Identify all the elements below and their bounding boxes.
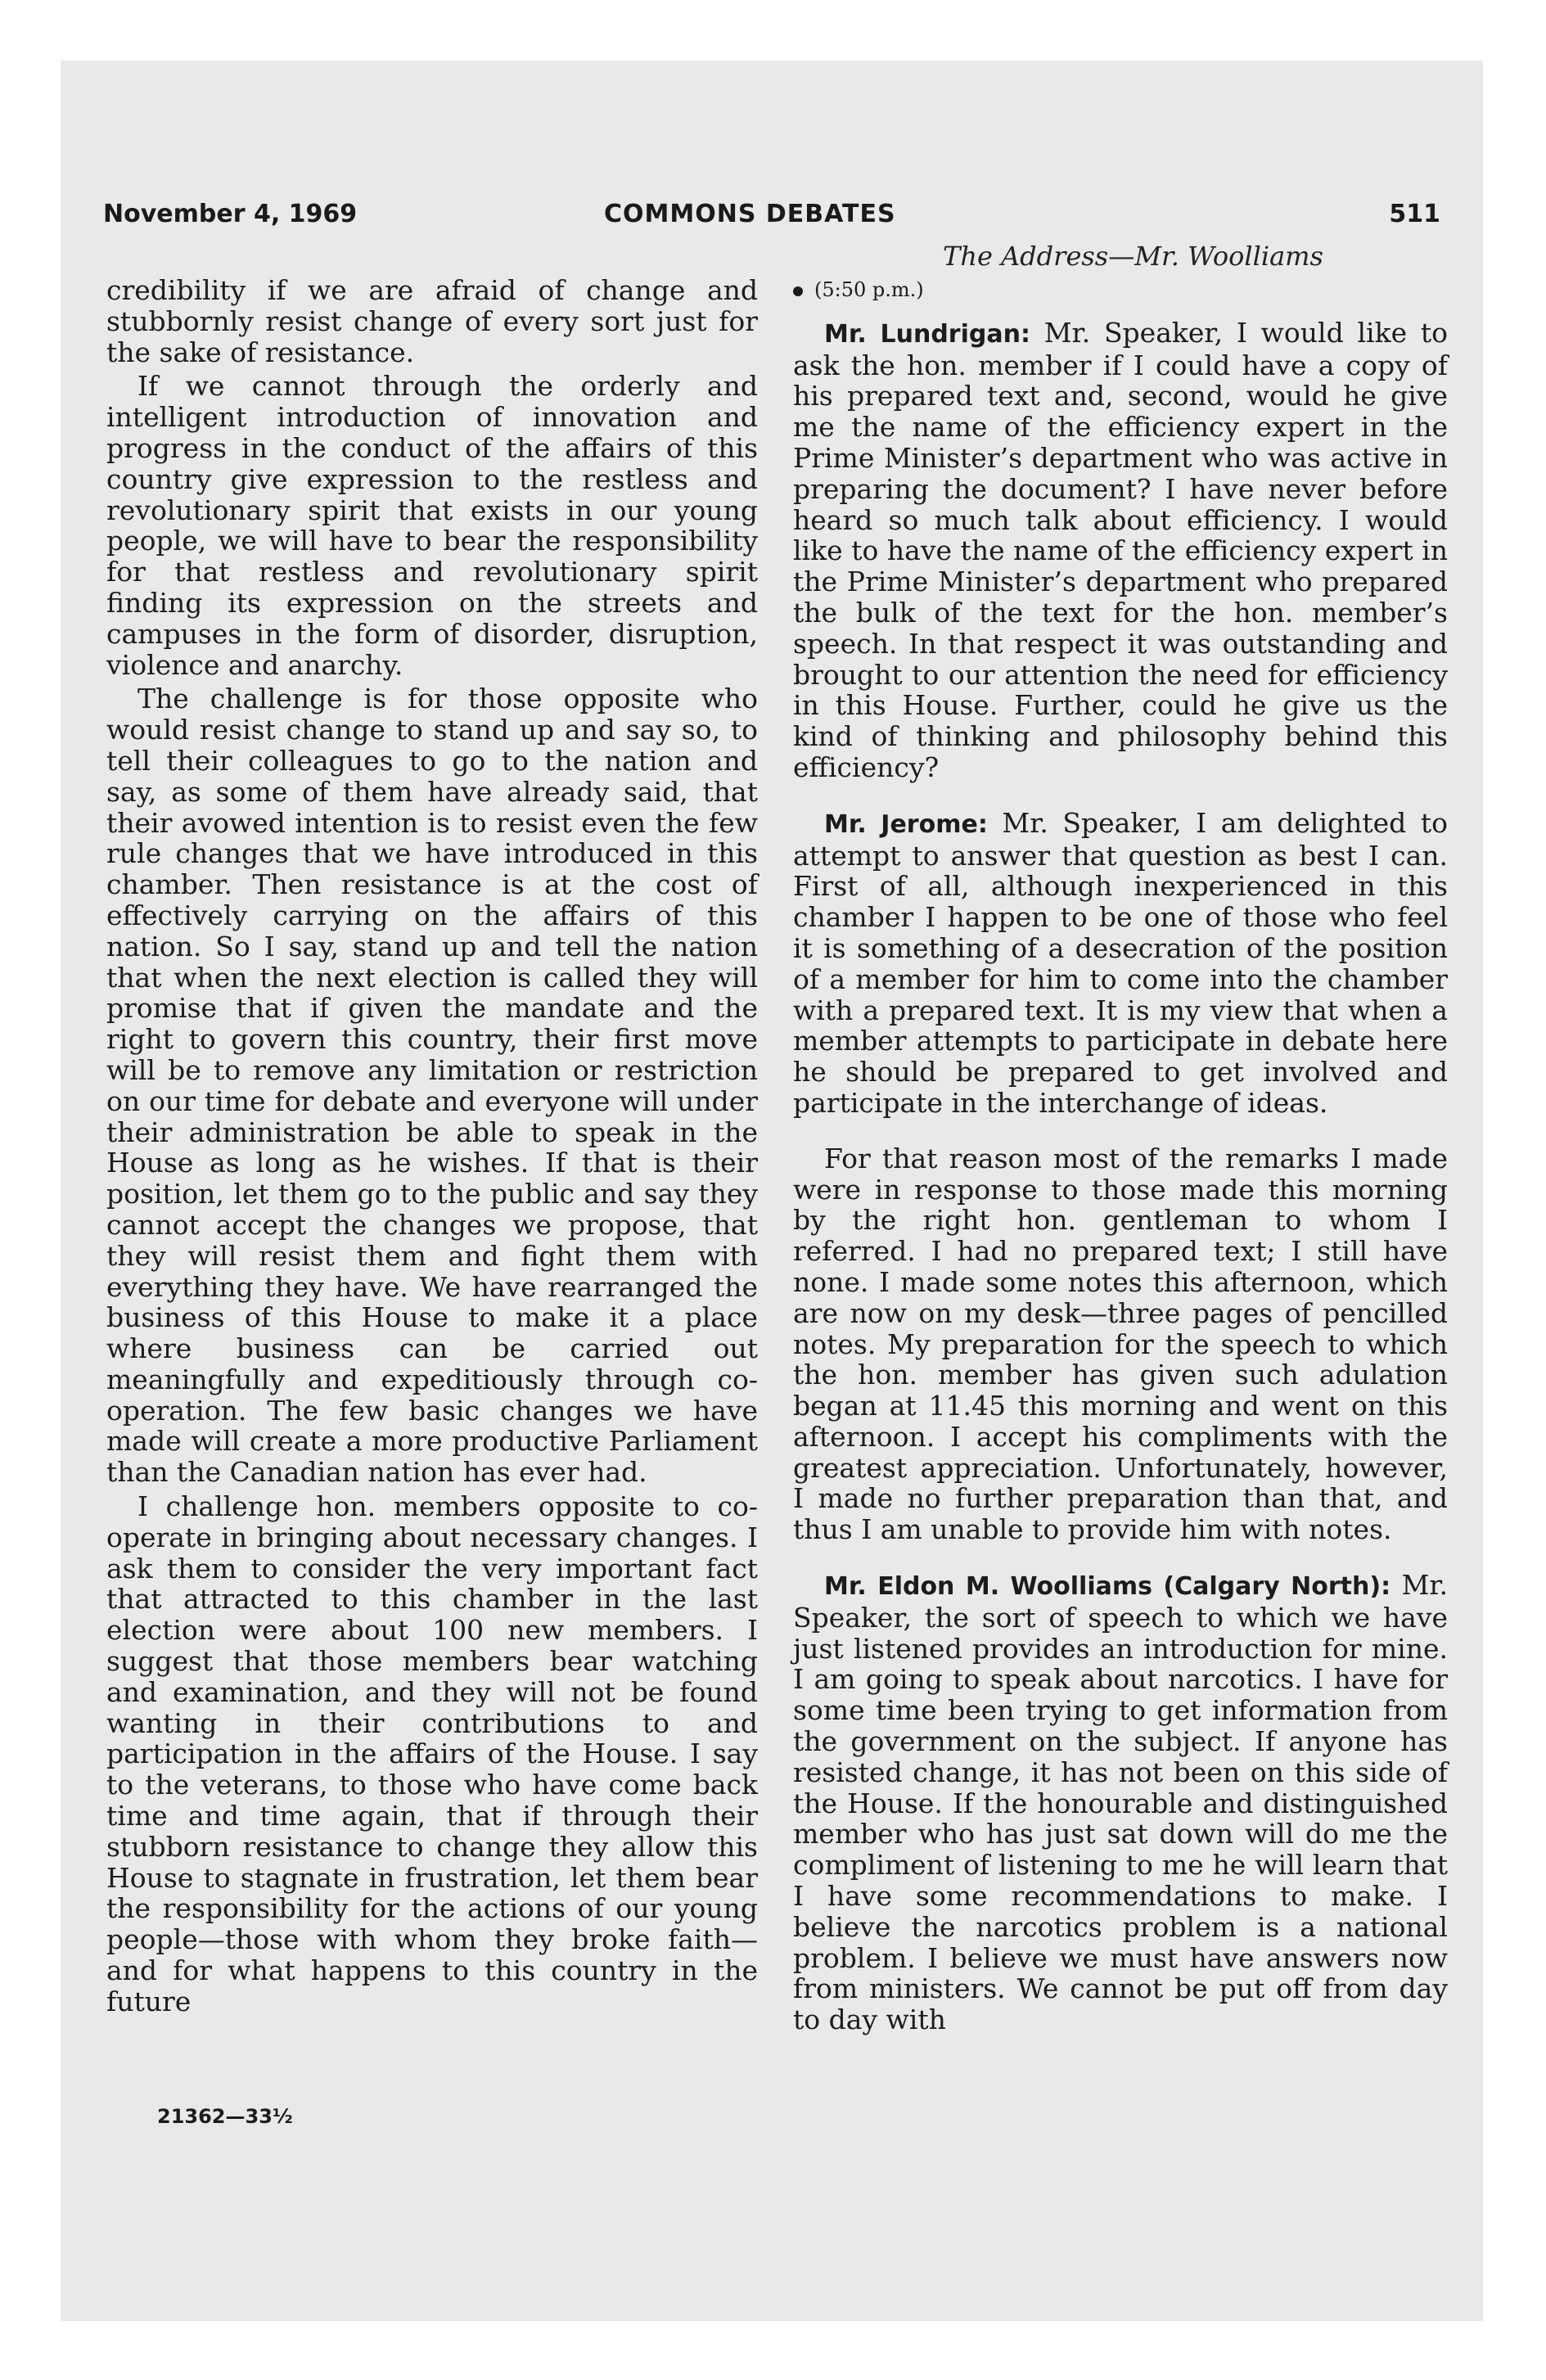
right-column — [793, 275, 1448, 2039]
speech-text: Mr. Speaker, I am delighted to attempt to answer that question as best I can. First of all, although inexperienced in this chamber I happen to be one of those who feel it is something of a desecration of the position of a member for him to come into the chamber with a prepared text. It is my view that when a member attempts to participate in debate here he should be prepared to get involved and participate in the interchange of ideas. — [793, 806, 1448, 1119]
speech-jerome — [793, 808, 1448, 1119]
speech-woolliams — [793, 1570, 1448, 2035]
timestamp: (5:50 p.m.) — [793, 275, 1448, 306]
running-subheader: The Address—Mr. Woolliams — [943, 241, 1323, 272]
bullet-icon — [793, 286, 803, 296]
paragraph: The challenge is for those opposite who would resist change to stand up and say so, to tell their colleagues to go to the nation and say, as some of them have already said, that their avowed intention is to resist even the few rule changes that we have introduced in this chamber. Then resistance is at the cost of effectively carrying on the affairs of this nation. So I say, stand up and tell the nation that when the next election is called they will promise that if given the mandate and the right to govern this country, their first move will be to remove any limitation or restriction on our time for debate and everyone will under their administration be able to speak in the House as long as he wishes. If that is their position, let them go to the public and say they cannot accept the changes we propose, that they will resist them and fight them with everything they have. We have rearranged the business of this House to make it a place where business can be carried out meaningfully and expeditiously through co-operation. The few basic changes we have made will create a more productive Parliament than the Canadian nation has ever had. — [106, 683, 758, 1489]
header-date: November 4, 1969 — [103, 200, 358, 228]
speech-text: Mr. Speaker, I would like to ask the hon. member if I could have a copy of his prepared text and, second, would he give me the name of the efficiency expert in the Prime Minister’s department who was active in preparing the document? I have never before heard so much talk about efficiency. I would like to have the name of the efficiency expert in the Prime Minister’s department who prepared the bulk of the text for the hon. member’s speech. In that respect it was outstanding and brought to our attention the need for efficiency in this House. Further, could he give us the kind of thinking and philosophy behind this efficiency? — [793, 316, 1449, 783]
paragraph: credibility if we are afraid of change and stubbornly resist change of every sort just for the sake of resistance. — [106, 274, 758, 368]
speaker-name: Mr. Lundrigan: — [824, 319, 1030, 349]
paragraph: For that reason most of the remarks I made were in response to those made this morning by the right hon. gentleman to whom I referred. I had no prepared text; I still have none. I made some notes this afternoon, which are now on my desk—three pages of pencilled notes. My preparation for the speech to which the hon. member has given such adulation began at 11.45 this morning and went on this afternoon. I accept his compliments with the greatest appreciation. Unfortunately, however, I made no further preparation than that, and thus I am unable to provide him with notes. — [793, 1142, 1448, 1546]
left-column — [106, 275, 758, 2021]
header-title: COMMONS DEBATES — [604, 200, 896, 228]
footnote-code: 21362—33½ — [157, 2105, 293, 2128]
paragraph: I challenge hon. members opposite to co-operate in bringing about necessary changes. I ask them to consider the very important fact that attracted to this chamber in the last election were about 100 new members. I suggest that those members bear watching and examination, and they will not be found wanting in their contributions to and participation in the affairs of the House. I say to the veterans, to those who have come back time and time again, that if through their stubborn resistance to change they allow this House to stagnate in frustration, let them bear the responsibility for the actions of our young people—those with whom they broke faith—and for what happens to this country in the future — [106, 1490, 758, 2017]
speaker-name: Mr. Jerome: — [824, 809, 988, 839]
speaker-name: Mr. Eldon M. Woolliams (Calgary North): — [824, 1572, 1391, 1602]
speech-text: Mr. Speaker, the sort of speech to which we have just listened provides an introduction for mine. I am going to speak about narcotics. I have for some time been trying to get information from the government on the subject. If anyone has resisted change, it has not been on this side of the House. If the honourable and distinguished member who has just sat down will do me the compliment of listening to me he will learn that I have some recommendations to make. I believe the narcotics problem is a national problem. I believe we must have answers now from ministers. We cannot be put off from day to day with — [793, 1569, 1448, 2036]
speech-lundrigan — [793, 318, 1448, 783]
document-page — [61, 61, 1483, 2321]
header-page-number: 511 — [1389, 200, 1440, 228]
paragraph: If we cannot through the orderly and intelligent introduction of innovation and progress in the conduct of the affairs of this country give expression to the restless and revolutionary spirit that exists in our young people, we will have to bear the responsibility for that restless and revolutionary spirit finding its expression on the streets and campuses in the form of disorder, disruption, violence and anarchy. — [106, 370, 758, 681]
